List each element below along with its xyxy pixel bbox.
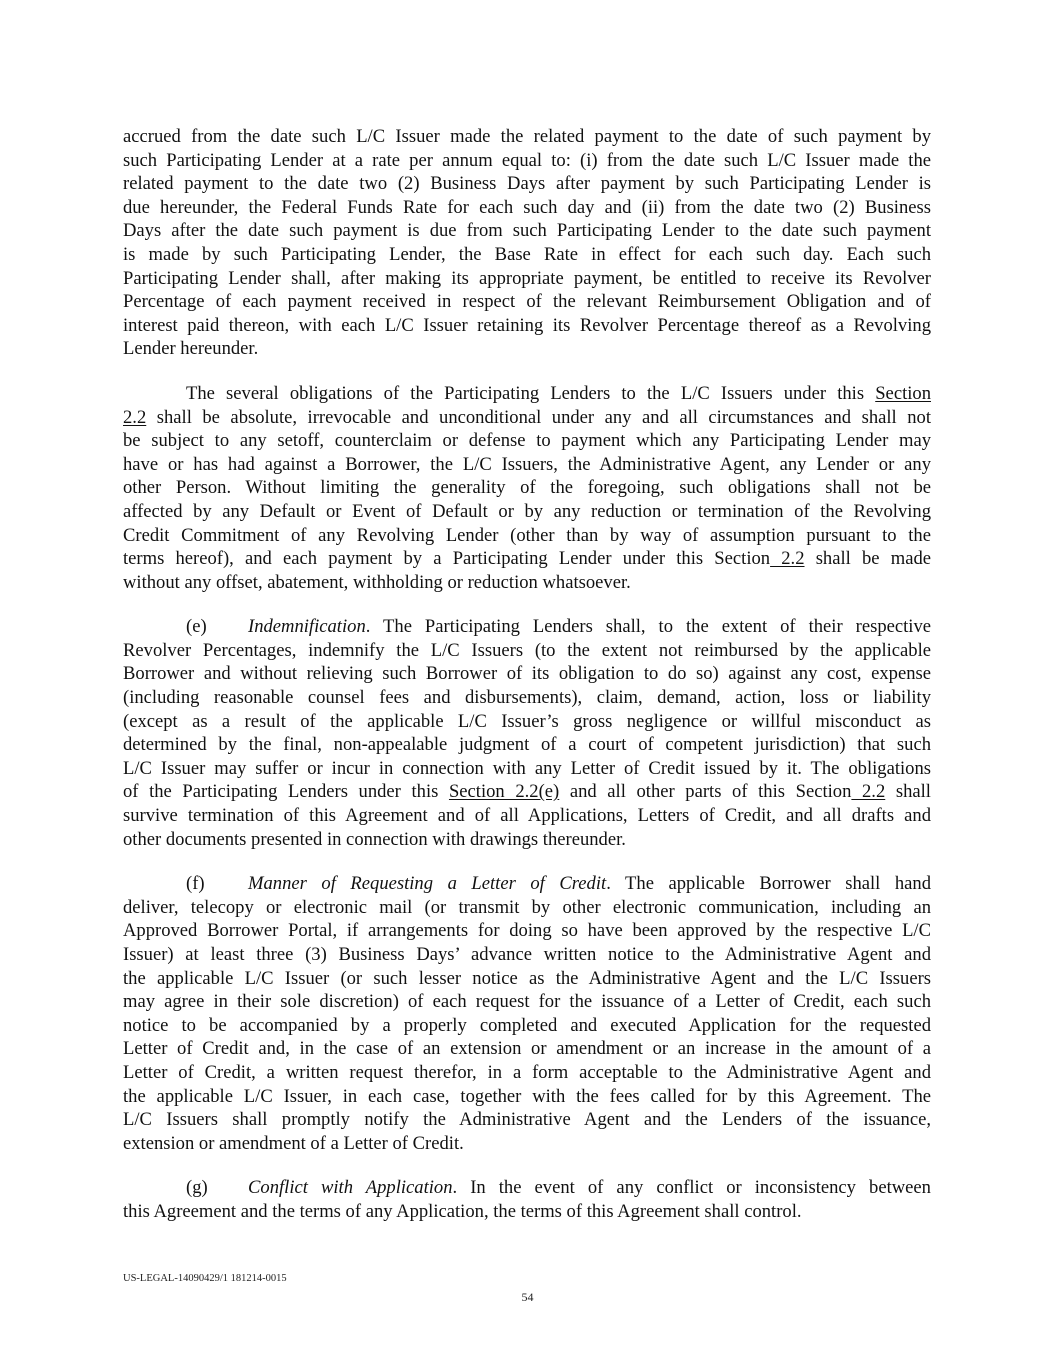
text-line: Days after the date such payment is due from such Participating Lender to the date such payment: [123, 220, 931, 242]
section-reference-link[interactable]: Section: [875, 382, 931, 404]
document-page: [123, 125, 931, 1224]
text-line: (g) Conflict with Application. In the event of any conflict or inconsistency between: [186, 1177, 931, 1199]
text-line: without any offset, abatement, withholding or reduction whatsoever.: [123, 571, 631, 593]
text-line: the applicable L/C Issuer (or such lesser notice as the Administrative Agent and the L/C Issuers: [123, 967, 931, 989]
text-line: (including reasonable counsel fees and disbursements), claim, demand, action, loss or liability: [123, 687, 931, 709]
text-line: Lender hereunder.: [123, 338, 259, 360]
text-line: Borrower and without relieving such Borrower of its obligation to do so) against any cost, expense: [123, 663, 931, 685]
text-line: Letter of Credit, a written request therefor, in a form acceptable to the Administrative Agent and: [123, 1061, 931, 1083]
text-line: 2.2 shall be absolute, irrevocable and unconditional under any and all circumstances and shall not: [123, 406, 931, 428]
text-line: affected by any Default or Event of Default or by any reduction or termination of the Revolving: [123, 500, 931, 522]
text-line: terms hereof), and each payment by a Participating Lender under this Section 2.2 shall be made: [123, 548, 932, 570]
text-line: (f) Manner of Requesting a Letter of Credit. The applicable Borrower shall hand: [186, 873, 932, 895]
text-line: Revolver Percentages, indemnify the L/C Issuers (to the extent not reimbursed by the applicable: [123, 639, 931, 661]
section-reference-link[interactable]: Section 2.2(e): [448, 781, 560, 803]
text-line: (e) Indemnification. The Participating Lenders shall, to the extent of their respective: [186, 616, 931, 638]
text-line: Percentage of each payment received in respect of the relevant Reimbursement Obligation and of: [123, 291, 931, 313]
paragraph-indemnification: [123, 615, 931, 851]
text-line: deliver, telecopy or electronic mail (or transmit by other electronic communication, including an: [123, 896, 931, 918]
section-reference-link[interactable]: 2.2: [851, 781, 886, 803]
section-reference-link[interactable]: 2.2: [123, 406, 147, 428]
text-line: other documents presented in connection with drawings thereunder.: [123, 828, 626, 850]
text-line: this Agreement and the terms of any Application, the terms of this Agreement shall control.: [123, 1200, 802, 1222]
text-line: Participating Lender shall, after making its appropriate payment, be entitled to receive its Revolver: [123, 267, 931, 289]
text-line: other Person. Without limiting the generality of the foregoing, such obligations shall not be: [123, 477, 931, 499]
text-line: related payment to the date two (2) Business Days after payment by such Participating Lender is: [123, 173, 931, 195]
text-line: Approved Borrower Portal, if arrangements for doing so have been approved by the respective L/C: [123, 920, 931, 942]
text-line: accrued from the date such L/C Issuer made the related payment to the date of such payment by: [123, 126, 931, 147]
paragraph-obligations: [123, 382, 931, 594]
paragraph-continuation: [123, 125, 931, 361]
page-number: 54: [521, 1290, 534, 1304]
text-line: Issuer) at least three (3) Business Days’ advance written notice to the Administrative Agent and: [123, 944, 931, 965]
clause-title: Conflict with Application: [248, 1177, 453, 1199]
text-line: interest paid thereon, with each L/C Issuer retaining its Revolver Percentage thereof as a Revolving: [123, 314, 931, 336]
text-line: L/C Issuer may suffer or incur in connection with any Letter of Credit issued by it. The obligations: [123, 757, 931, 779]
text-line: L/C Issuers shall promptly notify the Administrative Agent and the Lenders of the issuance,: [123, 1109, 931, 1131]
text-line: have or has had against a Borrower, the L/C Issuers, the Administrative Agent, any Lender or any: [123, 453, 931, 475]
document-id-footer: US-LEGAL-14090429/1 181214-0015: [123, 1273, 287, 1284]
paragraph-manner-of-requesting: [123, 872, 931, 1155]
text-line: (except as a result of the applicable L/C Issuer’s gross negligence or willful misconduct as: [123, 710, 931, 732]
text-line: of the Participating Lenders under this Section 2.2(e) and all other parts of this Section 2.2 shall: [123, 781, 931, 803]
text-line: is made by such Participating Lender, the Base Rate in effect for each such day. Each such: [123, 243, 931, 265]
text-line: The several obligations of the Participating Lenders to the L/C Issuers under this Section: [186, 382, 931, 404]
text-line: such Participating Lender at a rate per annum equal to: (i) from the date such L/C Issuer made the: [123, 149, 931, 171]
text-line: the applicable L/C Issuer, in each case, together with the fees called for by this Agreement. The: [123, 1085, 931, 1107]
text-line: due hereunder, the Federal Funds Rate for each such day and (ii) from the date two (2) Business: [123, 196, 931, 218]
text-line: be subject to any setoff, counterclaim or defense to payment which any Participating Lender may: [123, 430, 931, 452]
clause-label: (f): [186, 873, 205, 895]
clause-title: Indemnification: [248, 616, 366, 638]
section-reference-link[interactable]: 2.2: [770, 548, 805, 570]
clause-title: Manner of Requesting a Letter of Credit: [248, 873, 607, 895]
text-line: notice to be accompanied by a properly completed and executed Application for the requested: [123, 1014, 931, 1036]
text-line: survive termination of this Agreement and of all Applications, Letters of Credit, and all drafts and: [123, 805, 931, 827]
clause-label: (e): [186, 616, 207, 638]
text-line: Credit Commitment of any Revolving Lender (other than by way of assumption pursuant to the: [123, 524, 931, 546]
text-line: may agree in their sole discretion) of each request for the issuance of a Letter of Credit, each such: [123, 991, 931, 1013]
paragraph-conflict-with-application: [123, 1176, 931, 1223]
text-line: Letter of Credit and, in the case of an extension or amendment or an increase in the amount of a: [123, 1038, 931, 1060]
clause-label: (g): [186, 1177, 208, 1199]
text-line: determined by the final, non-appealable judgment of a court of competent jurisdiction) that such: [123, 734, 931, 756]
text-line: extension or amendment of a Letter of Credit.: [123, 1132, 464, 1154]
